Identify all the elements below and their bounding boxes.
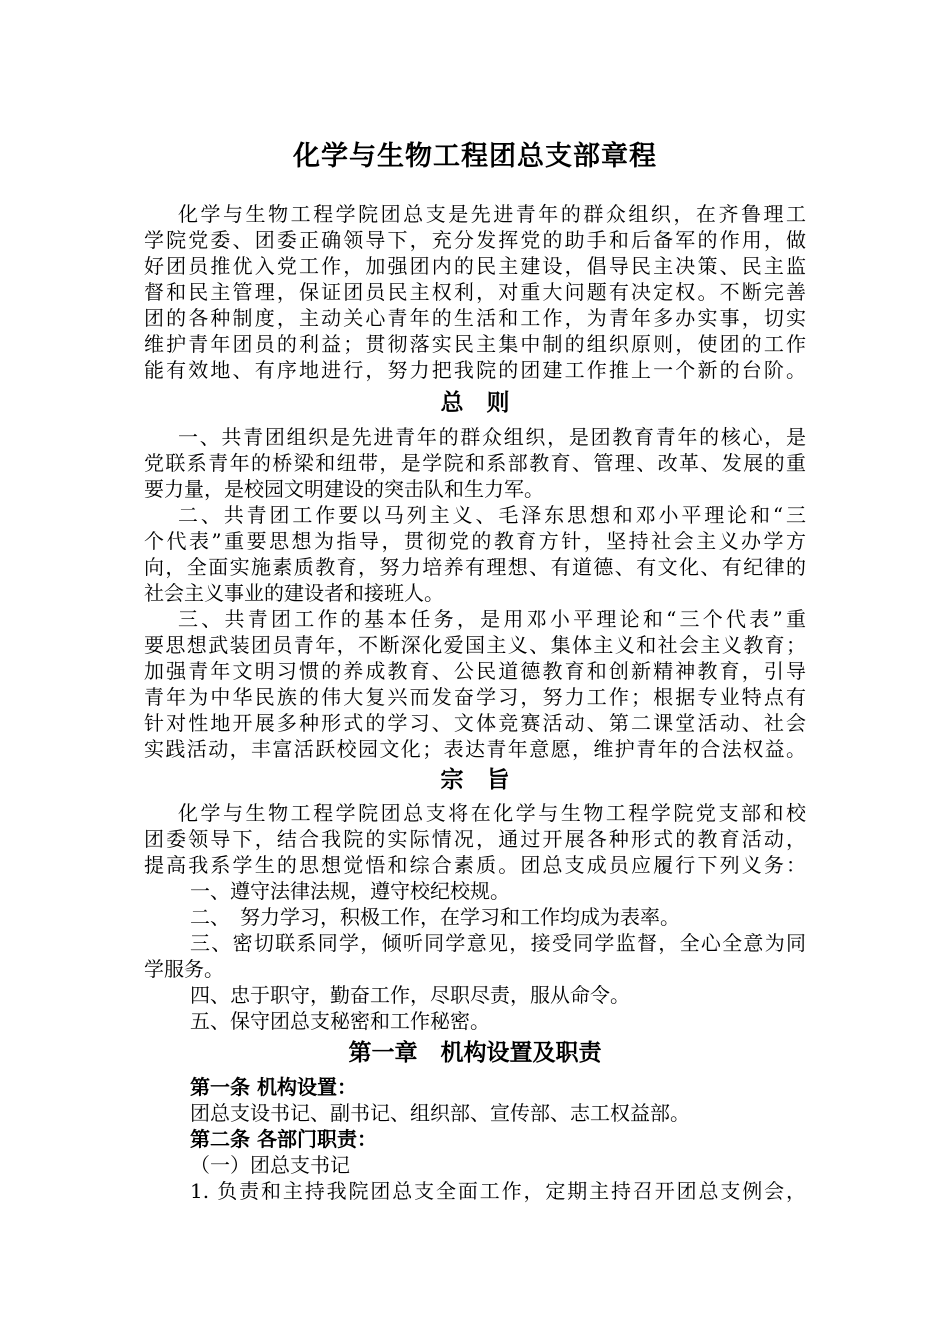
- section-heading-general: 总 则: [440, 390, 510, 416]
- purpose-duty-item: 一、遵守法律法规，遵守校纪校规。: [190, 879, 510, 903]
- purpose-duty-item: 三、密切联系同学，倾听同学意见，接受同学监督，全心全意为同: [190, 931, 806, 955]
- article-title: 第一条 机构设置：: [190, 1075, 357, 1099]
- general-line: 党联系青年的桥梁和纽带，是学院和系部教育、管理、改革、发展的重: [144, 451, 806, 475]
- general-line: 实践活动，丰富活跃校园文化；表达青年意愿，维护青年的合法权益。: [144, 737, 806, 761]
- section-heading-purpose: 宗 旨: [440, 767, 510, 793]
- article-text: 团总支设书记、副书记、组织部、宣传部、志工权益部。: [190, 1101, 690, 1125]
- purpose-line: 提高我系学生的思想觉悟和综合素质。团总支成员应履行下列义务：: [144, 853, 806, 877]
- purpose-line: 团委领导下，结合我院的实际情况，通过开展各种形式的教育活动，: [144, 827, 806, 851]
- intro-line: 好团员推优入党工作，加强团内的民主建设，倡导民主决策、民主监: [144, 254, 806, 278]
- general-line: 个代表”重要思想为指导，贯彻党的教育方针，坚持社会主义办学方: [144, 529, 806, 553]
- intro-line: 学院党委、团委正确领导下，充分发挥党的助手和后备军的作用，做: [144, 228, 806, 252]
- intro-line: 能有效地、有序地进行，努力把我院的团建工作推上一个新的台阶。: [144, 358, 806, 382]
- document-title: 化学与生物工程团总支部章程: [293, 141, 657, 172]
- general-line: 三、共青团工作的基本任务，是用邓小平理论和“三个代表”重: [178, 607, 806, 631]
- general-line: 要思想武装团员青年，不断深化爱国主义、集体主义和社会主义教育；: [144, 633, 806, 657]
- general-line: 加强青年文明习惯的养成教育、公民道德教育和创新精神教育，引导: [144, 659, 806, 683]
- intro-line: 督和民主管理，保证团员民主权利，对重大问题有决定权。不断完善: [144, 280, 806, 304]
- purpose-duty-item: 二、 努力学习，积极工作，在学习和工作均成为表率。: [190, 905, 680, 929]
- general-line: 社会主义事业的建设者和接班人。: [144, 581, 444, 605]
- chapter-heading: 第一章 机构设置及职责: [348, 1040, 602, 1066]
- intro-line: 维护青年团员的利益；贯彻落实民主集中制的组织原则，使团的工作: [144, 332, 806, 356]
- intro-line: 化学与生物工程学院团总支是先进青年的群众组织，在齐鲁理工: [178, 202, 806, 226]
- general-line: 向，全面实施素质教育，努力培养有理想、有道德、有文化、有纪律的: [144, 555, 806, 579]
- general-line: 二、共青团工作要以马列主义、毛泽东思想和邓小平理论和“三: [178, 503, 806, 527]
- purpose-duty-item: 五、保守团总支秘密和工作秘密。: [190, 1009, 490, 1033]
- purpose-line: 化学与生物工程学院团总支将在化学与生物工程学院党支部和校: [178, 801, 806, 825]
- list-item: （一）团总支书记: [190, 1153, 350, 1177]
- purpose-duty-item: 学服务。: [144, 957, 224, 981]
- general-line: 青年为中华民族的伟大复兴而发奋学习，努力工作；根据专业特点有: [144, 685, 806, 709]
- intro-line: 团的各种制度，主动关心青年的生活和工作，为青年多办实事，切实: [144, 306, 806, 330]
- general-line: 针对性地开展多种形式的学习、文体竞赛活动、第二课堂活动、社会: [144, 711, 806, 735]
- general-line: 要力量，是校园文明建设的突击队和生力军。: [144, 477, 544, 501]
- general-line: 一、共青团组织是先进青年的群众组织，是团教育青年的核心，是: [178, 425, 806, 449]
- article-title: 第二条 各部门职责：: [190, 1127, 377, 1151]
- list-item: 1. 负责和主持我院团总支全面工作，定期主持召开团总支例会，: [190, 1179, 806, 1203]
- purpose-duty-item: 四、忠于职守，勤奋工作，尽职尽责，服从命令。: [190, 983, 630, 1007]
